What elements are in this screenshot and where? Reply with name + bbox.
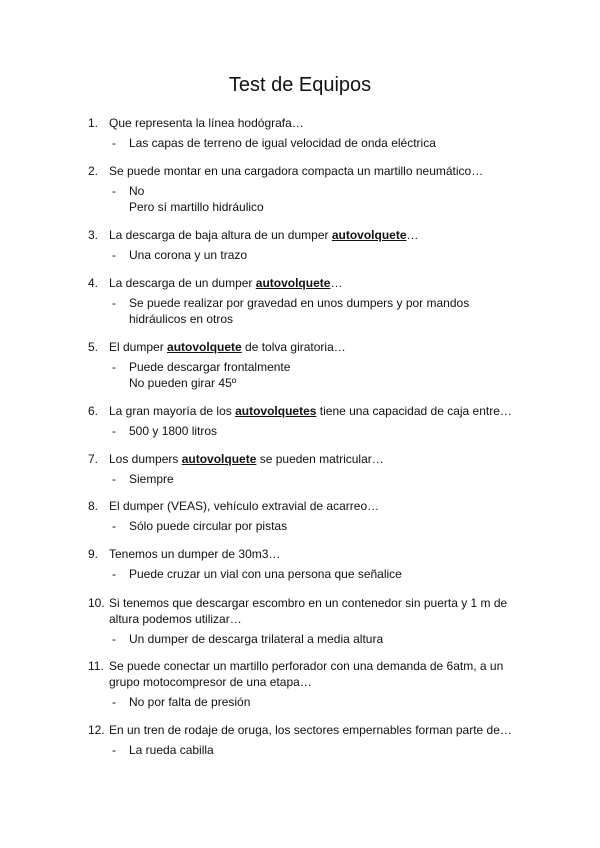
answer: - Un dumper de descarga trilateral a media altura	[112, 632, 384, 646]
answer: - No Pero sí martillo hidráulico	[112, 184, 264, 214]
question-number: 7.	[88, 452, 99, 466]
question-number: 10.	[88, 596, 105, 610]
answer: - No por falta de presión	[112, 695, 251, 709]
question-number: 11.	[88, 659, 104, 673]
question-item	[88, 546, 528, 582]
question-text: Que representa la línea hodógrafa…	[109, 116, 304, 130]
question-item	[88, 658, 528, 710]
question-number: 6.	[88, 404, 99, 418]
question-item	[88, 115, 528, 151]
answer: - Puede cruzar un vial con una persona que señalice	[112, 567, 402, 581]
page-title: Test de Equipos	[228, 74, 372, 96]
question-number: 5.	[88, 340, 99, 354]
question-text: En un tren de rodaje de oruga, los sectores empernables forman parte de…	[109, 723, 512, 737]
answer: - 500 y 1800 litros	[112, 424, 218, 438]
question-text: La descarga de baja altura de un dumper autovolquete…	[109, 228, 419, 242]
question-text: Se puede conectar un martillo perforador con una demanda de 6atm, a un grupo motocompresor de una etapa…	[109, 659, 504, 689]
question-item	[88, 451, 528, 487]
question-number: 3.	[88, 228, 99, 242]
question-number: 1.	[88, 116, 99, 130]
question-number: 9.	[88, 547, 99, 561]
question-item	[88, 163, 528, 215]
question-text: Se puede montar en una cargadora compacta un martillo neumático…	[109, 164, 484, 178]
question-text: El dumper autovolquete de tolva giratoria…	[109, 340, 346, 354]
question-text: Si tenemos que descargar escombro en un contenedor sin puerta y 1 m de altura podemos utilizar…	[109, 596, 508, 626]
question-item	[88, 722, 528, 758]
question-item	[88, 498, 528, 534]
question-item	[88, 339, 528, 391]
question-item	[88, 227, 528, 263]
answer: - La rueda cabilla	[112, 743, 214, 757]
question-number: 12.	[88, 723, 105, 737]
question-text: Tenemos un dumper de 30m3…	[109, 547, 281, 561]
question-number: 2.	[88, 164, 99, 178]
answer: - Una corona y un trazo	[112, 248, 248, 262]
question-item	[88, 595, 528, 647]
answer: - Las capas de terreno de igual velocidad de onda eléctrica	[112, 136, 436, 150]
question-item	[88, 403, 528, 439]
answer: - Sólo puede circular por pistas	[112, 519, 288, 533]
question-number: 4.	[88, 276, 99, 290]
question-text: La gran mayoría de los autovolquetes tiene una capacidad de caja entre…	[109, 404, 512, 418]
answer: - Puede descargar frontalmente No pueden girar 45º	[112, 360, 291, 390]
question-text: La descarga de un dumper autovolquete…	[109, 276, 343, 290]
answer: - Siempre	[112, 472, 174, 486]
question-item	[88, 275, 528, 327]
answer: - Se puede realizar por gravedad en unos dumpers y por mandos hidráulicos en otros	[112, 296, 470, 326]
question-text: Los dumpers autovolquete se pueden matricular…	[109, 452, 384, 466]
question-number: 8.	[88, 499, 99, 513]
question-text: El dumper (VEAS), vehículo extravial de acarreo…	[109, 499, 380, 513]
